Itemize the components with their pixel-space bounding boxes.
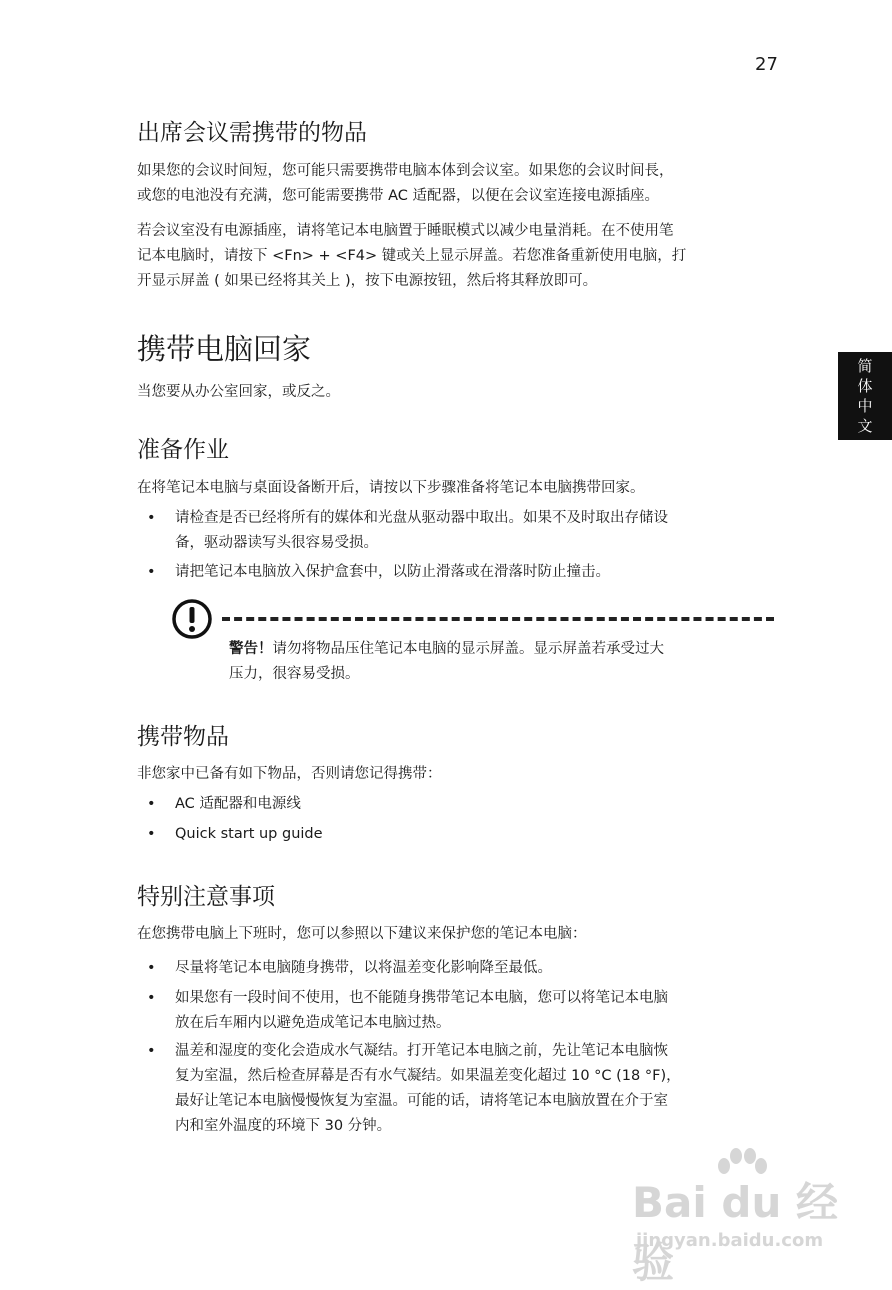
tab-char: 中 xyxy=(857,397,873,415)
text-line: 放在后车厢内以避免造成笔记本电脑过热。 xyxy=(175,1015,451,1031)
text-line: 记本电脑时，请按下 <Fn> + <F4> 键或关上显示屏盖。若您准备重新使用电脑，打 xyxy=(137,248,687,264)
bullet-dot: • xyxy=(147,1043,156,1059)
section-title: 准备作业 xyxy=(137,437,229,463)
text-line: 内和室外温度的环境下 30 分钟。 xyxy=(175,1118,392,1134)
paragraph xyxy=(137,219,777,294)
language-tab xyxy=(838,352,892,440)
list-item xyxy=(147,956,777,981)
section-title: 出席会议需携带的物品 xyxy=(137,120,367,146)
bullet-dot: • xyxy=(147,826,156,842)
list-item xyxy=(147,1039,777,1139)
text-line: 或您的电池没有充满，您可能需要携带 AC 适配器，以便在会议室连接电源插座。 xyxy=(137,188,660,204)
bullet-dot: • xyxy=(147,510,156,526)
bullet-dot: • xyxy=(147,796,156,812)
text-line: AC 适配器和电源线 xyxy=(175,796,301,812)
paragraph: 非您家中已备有如下物品，否则请您记得携带： xyxy=(137,766,442,782)
text-line: 复为室温，然后检查屏幕是否有水气凝结。如果温差变化超过 10 °C (18 °F)， xyxy=(175,1068,681,1084)
text-line: 请勿将物品压住笔记本电脑的显示屏盖。显示屏盖若承受过大 xyxy=(272,641,664,657)
paragraph: 当您要从办公室回家，或反之。 xyxy=(137,384,340,400)
list-item xyxy=(147,986,777,1036)
list-item xyxy=(147,792,777,817)
bullet-dot: • xyxy=(147,564,156,580)
text-line: 备，驱动器读写头很容易受损。 xyxy=(175,535,378,551)
section-title: 携带物品 xyxy=(137,724,229,750)
text-line: 尽量将笔记本电脑随身携带，以将温差变化影响降至最低。 xyxy=(175,960,552,976)
text-line: 压力，很容易受损。 xyxy=(229,666,360,682)
paragraph: 在您携带电脑上下班时，您可以参照以下建议来保护您的笔记本电脑： xyxy=(137,926,587,942)
text-line: 请把笔记本电脑放入保护盒套中，以防止滑落或在滑落时防止撞击。 xyxy=(175,564,610,580)
warning-label: 警告！ xyxy=(229,641,273,657)
bullet-dot: • xyxy=(147,960,156,976)
chapter-title: 携带电脑回家 xyxy=(137,332,312,366)
text-line: 若会议室没有电源插座，请将笔记本电脑置于睡眠模式以减少电量消耗。在不使用笔 xyxy=(137,223,674,239)
list-item xyxy=(147,560,777,585)
page-number: 27 xyxy=(755,54,778,75)
text-line: 如果您有一段时间不使用，也不能随身携带笔记本电脑，您可以将笔记本电脑 xyxy=(175,990,668,1006)
text-line: 温差和湿度的变化会造成水气凝结。打开笔记本电脑之前，先让笔记本电脑恢 xyxy=(175,1043,668,1059)
text-line: 最好让笔记本电脑慢慢恢复为室温。可能的话，请将笔记本电脑放置在介于室 xyxy=(175,1093,668,1109)
text-line: 开显示屏盖 ( 如果已经将其关上 )，按下电源按钮，然后将其释放即可。 xyxy=(137,273,598,289)
list-item xyxy=(147,822,777,847)
warning-note xyxy=(229,637,759,687)
text-line: 如果您的会议时间短，您可能只需要携带电脑本体到会议室。如果您的会议时间長， xyxy=(137,163,674,179)
list-item xyxy=(147,506,777,556)
paragraph xyxy=(137,159,777,209)
tab-char: 文 xyxy=(857,417,873,435)
watermark-logo: Bai du 经验 xyxy=(632,1178,838,1287)
bullet-dot: • xyxy=(147,990,156,1006)
text-line: 请检查是否已经将所有的媒体和光盘从驱动器中取出。如果不及时取出存储设 xyxy=(175,510,668,526)
warning-divider xyxy=(222,617,774,621)
text-line: Quick start up guide xyxy=(175,826,323,842)
section-title: 特别注意事项 xyxy=(137,884,275,910)
baidu-watermark xyxy=(632,1148,862,1287)
tab-char: 体 xyxy=(857,377,873,395)
warning-icon xyxy=(171,598,213,640)
tab-char: 简 xyxy=(857,357,873,375)
paragraph: 在将笔记本电脑与桌面设备断开后，请按以下步骤准备将笔记本电脑携带回家。 xyxy=(137,480,645,496)
watermark-url: jingyan.baidu.com xyxy=(636,1230,824,1251)
